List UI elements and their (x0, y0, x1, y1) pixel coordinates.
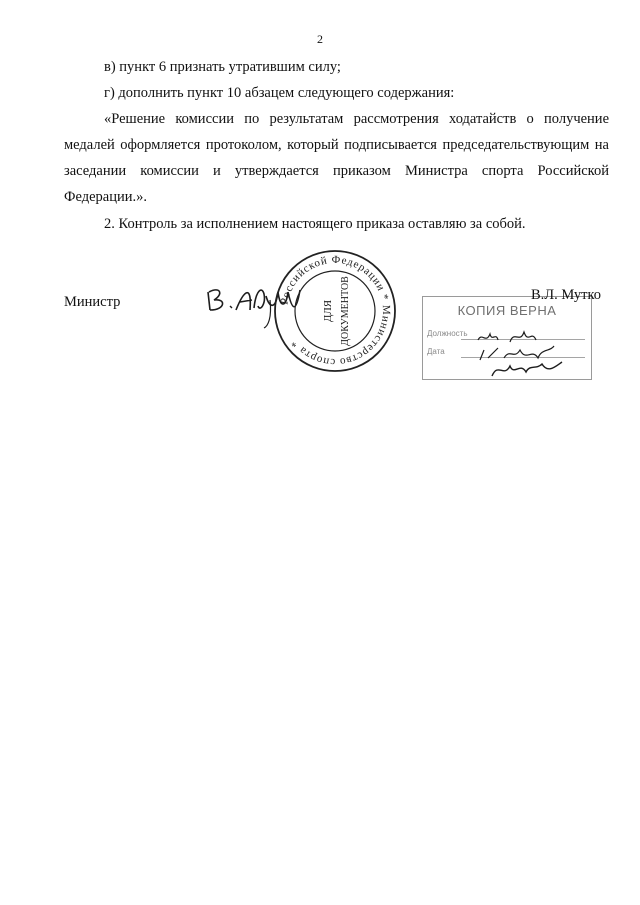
signer-name: В.Л. Мутко (531, 287, 602, 303)
seal-center-line-2: ДОКУМЕНТОВ (340, 276, 351, 346)
paragraph-control-clause: 2. Контроль за исполнением настоящего приказа оставляю за собой. (104, 216, 526, 232)
copy-stamp-title: КОПИЯ ВЕРНА (457, 303, 557, 318)
copy-stamp-field-label: Дата (427, 347, 445, 356)
copy-stamp-field-label: Должность (427, 329, 468, 338)
page-number: 2 (317, 32, 323, 46)
paragraph-clause-g: г) дополнить пункт 10 абзацем следующего содержания: (104, 85, 455, 101)
official-seal (270, 246, 400, 376)
handwritten-copy-entries (470, 318, 590, 382)
seal-center-line-1: ДЛЯ (322, 299, 334, 323)
paragraph-quoted-decision: «Решение комиссии по результатам рассмотрения ходатайств о получение медалей оформляется протоколом, который подписывается председательствующим на заседании комиссии и утверждается приказом Министра спорта Российской Федерации.». (64, 111, 609, 205)
seal-outer-text: Российской Федерации * Министерство спорта * (278, 253, 393, 369)
position-title: Министр (64, 294, 121, 310)
paragraph-clause-v: в) пункт 6 признать утратившим силу; (104, 59, 341, 75)
